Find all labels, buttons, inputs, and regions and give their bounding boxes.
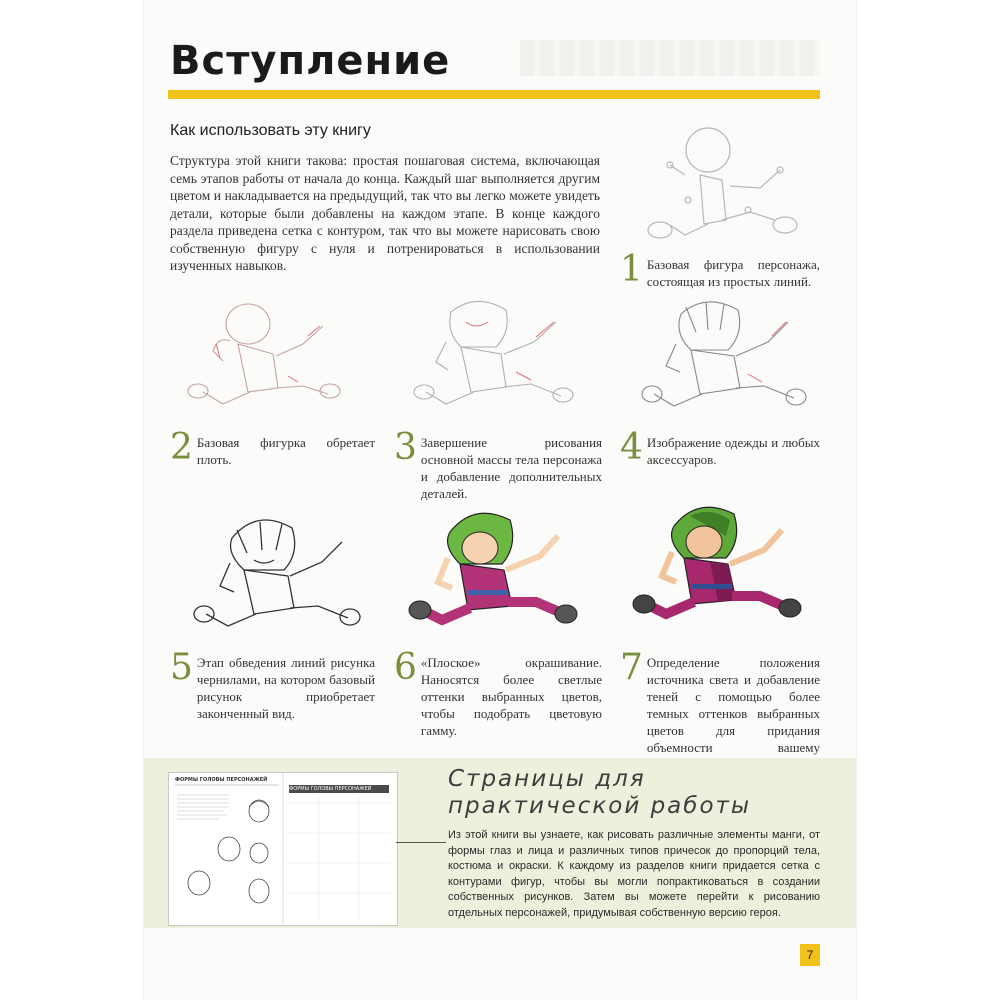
step-7 — [620, 647, 820, 773]
step-7-text: Определение положения источника света и добавление теней с помощью более темных оттенков выбранных цветов для придания объемности вашему — [646, 655, 820, 755]
step-6 — [394, 647, 602, 739]
step-3 — [394, 427, 602, 502]
thumbnail-left-heading: ФОРМЫ ГОЛОВЫ ПЕРСОНАЖЕЙ — [175, 777, 268, 783]
step-3-text: Завершение рисования основной массы тела персонажа и добавление дополнительных деталей. — [420, 435, 602, 501]
page-title: Вступление — [170, 38, 451, 84]
figure-step-4 — [636, 292, 811, 417]
page-number-badge: 7 — [800, 944, 820, 966]
step-7-number: 7 — [620, 647, 643, 688]
figure-step-7 — [630, 496, 805, 636]
thumbnail-pointer-line — [396, 842, 446, 843]
figure-step-6 — [408, 502, 578, 637]
step-5 — [170, 647, 375, 722]
step-4-text: Изображение одежды и любых аксессуаров. — [646, 435, 820, 467]
section-subtitle: Как использовать эту книгу — [170, 122, 371, 139]
step-3-number: 3 — [394, 427, 417, 468]
intro-paragraph: Структура этой книги такова: простая пошаговая система, включающая семь этапов работы от начала до конца. Каждый шаг выполняется другим цветом и накладывается на предыдущий, так что вы легко можете увидеть детали, которые были добавлены на каждом этапе. В конце каждого раздела приведена сетка с контуром, так что вы можете нарисовать свою собственную фигуру с нуля и потренироваться в использовании изученных навыков. — [170, 153, 600, 273]
step-5-text: Этап обведения линий рисунка чернилами, на котором базовый рисунок приобретает законченный вид. — [196, 655, 375, 721]
step-6-number: 6 — [394, 647, 417, 688]
step-2-number: 2 — [170, 427, 193, 468]
title-underline-bar — [168, 90, 820, 99]
figure-step-3 — [406, 292, 581, 417]
bleed-through-text — [520, 40, 820, 76]
figure-step-5 — [192, 508, 362, 638]
step-4 — [620, 427, 820, 468]
figure-step-1 — [630, 120, 810, 250]
practice-section-text: Из этой книги вы узнаете, как рисовать различные элементы манги, от формы глаз и лица и различных типов причесок до пропорций тела, костюма и окраски. К каждому из разделов книги придается сетка с контурами фигур, чтобы вы могли попрактиковаться в создании собственных рисунков. Затем вы можете перейти к рисованию отдельных персонажей, придумывая собственную версию героя. — [448, 829, 820, 919]
step-2 — [170, 427, 375, 468]
step-1-number: 1 — [620, 249, 643, 290]
step-2-text: Базовая фигурка обретает плоть. — [196, 435, 375, 467]
practice-page-thumbnail — [168, 772, 398, 926]
step-1-text: Базовая фигура персонажа, состоящая из простых линий. — [646, 257, 820, 289]
step-1 — [620, 249, 820, 290]
figure-step-2 — [178, 296, 348, 416]
thumbnail-sketches — [169, 773, 397, 925]
step-4-number: 4 — [620, 427, 643, 468]
thumbnail-right-heading: ФОРМЫ ГОЛОВЫ ПЕРСОНАЖЕЙ — [289, 785, 389, 793]
step-5-number: 5 — [170, 647, 193, 688]
step-6-text: «Плоское» окрашивание. Наносятся более светлые оттенки выбранных цветов, чтобы подобрать цветовую гамму. — [420, 655, 602, 738]
practice-section-title: Страницы для практической работы — [448, 766, 752, 819]
